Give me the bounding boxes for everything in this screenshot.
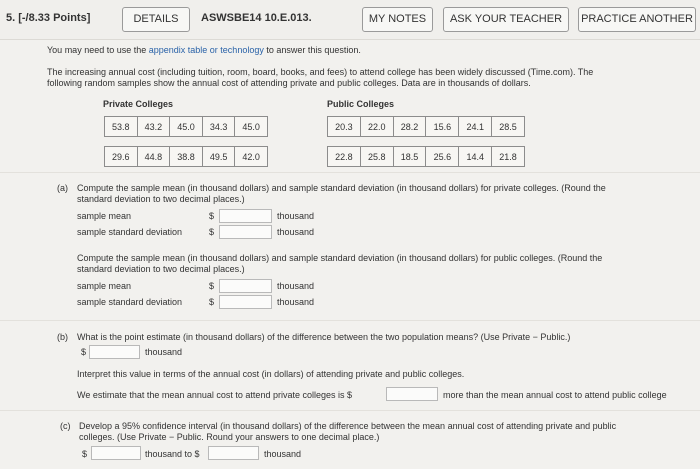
practice-another-button[interactable]: PRACTICE ANOTHER [578, 7, 696, 32]
divider [0, 320, 700, 321]
unit-label: thousand [145, 347, 183, 357]
currency-symbol: $ [82, 449, 88, 459]
currency-symbol: $ [209, 297, 215, 307]
table-cell: 49.5 [202, 147, 235, 167]
table-cell: 22.0 [360, 117, 393, 137]
table-cell: 15.6 [426, 117, 459, 137]
question-number: 5. [-/8.33 Points] [6, 12, 91, 24]
question-code: ASWSBE14 10.E.013. [201, 12, 312, 24]
ci-lower-input[interactable] [91, 446, 141, 460]
part-c-question-line-2: colleges. (Use Private − Public. Round your answers to one decimal place.) [79, 432, 380, 442]
note-suffix: to answer this question. [263, 45, 361, 55]
note-line [47, 45, 361, 56]
part-c-question-line-1: Develop a 95% confidence interval (in thousand dollars) of the difference between the mean annual cost of attending private and public [79, 421, 617, 431]
table-cell: 53.8 [105, 117, 138, 137]
ci-upper-input[interactable] [208, 446, 259, 460]
part-b-label: (b) [57, 332, 68, 342]
public-mean-input[interactable] [219, 279, 272, 293]
private-sd-label: sample standard deviation [77, 227, 183, 237]
table-row [328, 117, 525, 137]
part-a-label: (a) [57, 183, 68, 193]
public-colleges-table [327, 116, 525, 167]
question-header [0, 0, 700, 40]
my-notes-button[interactable]: MY NOTES [362, 7, 433, 32]
table-row [105, 117, 268, 137]
private-mean-label: sample mean [77, 211, 132, 221]
public-sd-input[interactable] [219, 295, 272, 309]
private-colleges-title: Private Colleges [103, 99, 174, 109]
table-cell: 18.5 [393, 147, 426, 167]
public-mean-label: sample mean [77, 281, 132, 291]
table-cell: 44.8 [137, 147, 170, 167]
table-cell: 34.3 [202, 117, 235, 137]
table-cell: 28.2 [393, 117, 426, 137]
table-cell: 42.0 [235, 147, 268, 167]
table-cell: 21.8 [492, 147, 525, 167]
part-c-label: (c) [60, 421, 71, 431]
difference-dollars-input[interactable] [386, 387, 438, 401]
divider [0, 172, 700, 173]
table-row [105, 147, 268, 167]
to-label: thousand to $ [145, 449, 200, 459]
estimate-sentence-prefix: We estimate that the mean annual cost to attend private colleges is $ [77, 390, 352, 400]
note-prefix: You may need to use the [47, 45, 149, 55]
table-cell: 14.4 [459, 147, 492, 167]
details-button[interactable]: DETAILS [122, 7, 190, 32]
point-estimate-input[interactable] [89, 345, 140, 359]
table-cell: 45.0 [235, 117, 268, 137]
estimate-sentence-suffix: more than the mean annual cost to attend public college [443, 390, 667, 400]
part-b-question: What is the point estimate (in thousand dollars) of the difference between the two population means? (Use Private − Public.) [77, 332, 571, 342]
private-sd-input[interactable] [219, 225, 272, 239]
interpret-question: Interpret this value in terms of the annual cost (in dollars) of attending private and public colleges. [77, 369, 465, 379]
divider [0, 410, 700, 411]
problem-text-line-1: The increasing annual cost (including tuition, room, board, books, and fees) to attend college has been widely discussed (Time.com). The [47, 67, 594, 77]
table-row [328, 147, 525, 167]
table-cell: 38.8 [170, 147, 203, 167]
table-cell: 43.2 [137, 117, 170, 137]
unit-label: thousand [264, 449, 302, 459]
private-colleges-table [104, 116, 268, 167]
table-cell: 25.8 [360, 147, 393, 167]
public-question-line-2: standard deviation to two decimal places.) [77, 264, 245, 274]
table-cell: 25.6 [426, 147, 459, 167]
unit-label: thousand [277, 227, 315, 237]
table-cell: 22.8 [328, 147, 361, 167]
unit-label: thousand [277, 211, 315, 221]
unit-label: thousand [277, 281, 315, 291]
currency-symbol: $ [209, 281, 215, 291]
table-cell: 24.1 [459, 117, 492, 137]
table-cell: 20.3 [328, 117, 361, 137]
currency-symbol: $ [209, 227, 215, 237]
part-a-question-line-2: standard deviation to two decimal places.) [77, 194, 245, 204]
public-sd-label: sample standard deviation [77, 297, 183, 307]
private-mean-input[interactable] [219, 209, 272, 223]
currency-symbol: $ [81, 347, 87, 357]
public-colleges-title: Public Colleges [327, 99, 395, 109]
table-cell: 29.6 [105, 147, 138, 167]
ask-teacher-button[interactable]: ASK YOUR TEACHER [443, 7, 569, 32]
public-question-line-1: Compute the sample mean (in thousand dollars) and sample standard deviation (in thousand dollars) for public colleges. (Round the [77, 253, 603, 263]
currency-symbol: $ [209, 211, 215, 221]
table-cell: 28.5 [492, 117, 525, 137]
table-cell: 45.0 [170, 117, 203, 137]
appendix-link[interactable]: appendix table or technology [148, 45, 264, 55]
part-a-question-line-1: Compute the sample mean (in thousand dollars) and sample standard deviation (in thousand dollars) for private colleges. (Round the [77, 183, 606, 193]
unit-label: thousand [277, 297, 315, 307]
problem-text-line-2: following random samples show the annual cost of attending private and public colleges. Data are in thousands of dollars. [47, 78, 531, 88]
